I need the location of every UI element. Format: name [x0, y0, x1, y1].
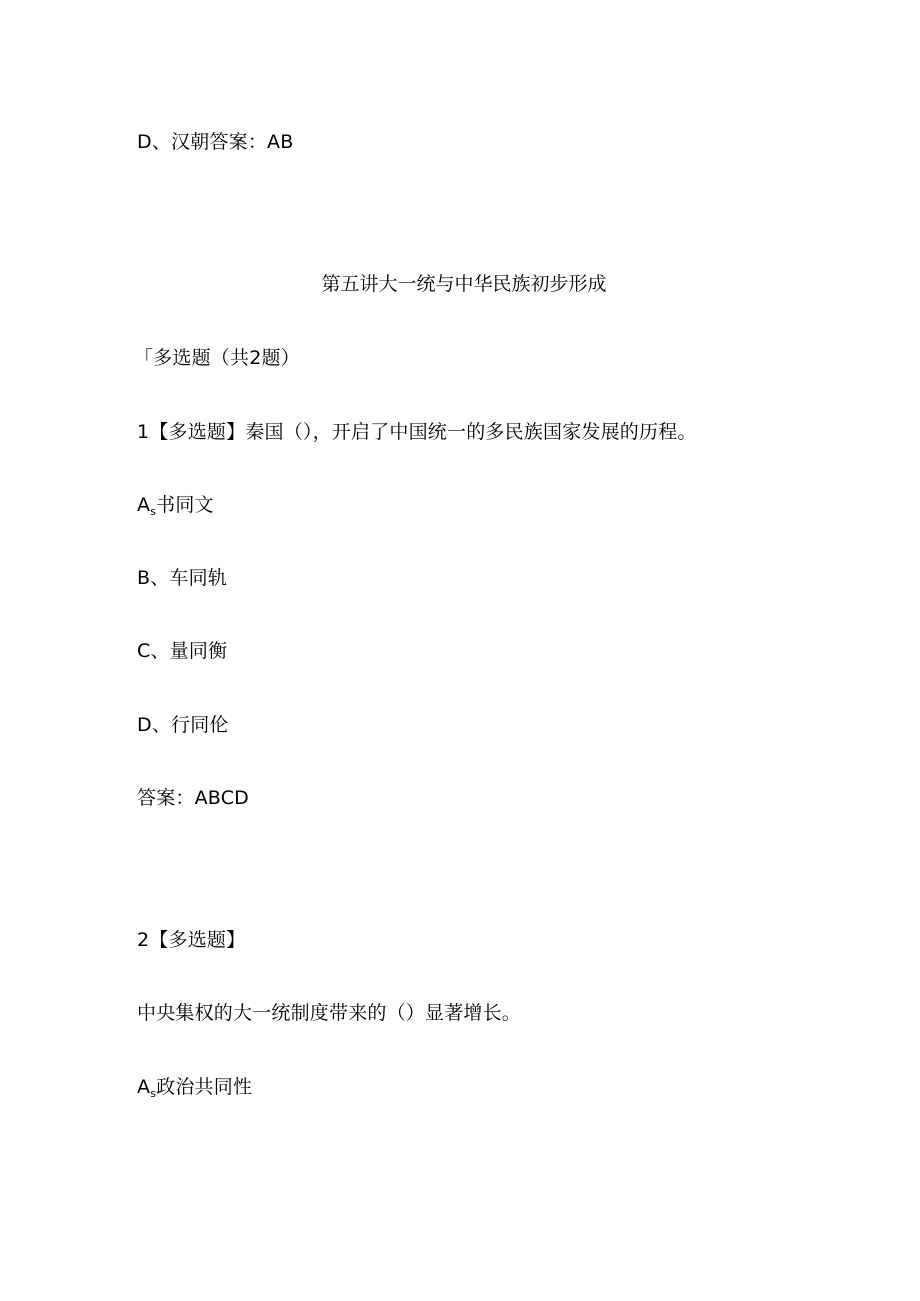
- q2-option-a: [137, 1075, 252, 1106]
- q2-stem: 中央集权的大一统制度带来的（）显著增长。: [137, 1002, 522, 1024]
- q2-option-a-text: 政治共同性: [156, 1076, 253, 1098]
- section-heading: 「多选题（共2题）: [134, 347, 300, 369]
- q1-option-a-text: 书同文: [156, 494, 214, 516]
- q1-option-a-sep: s: [150, 505, 157, 518]
- q1-option-c: C、量同衡: [137, 640, 228, 662]
- q2-number-type: 2【多选题】: [137, 929, 246, 951]
- q1-stem: 1【多选题】秦国（），开启了中国统一的多民族国家发展的历程。: [137, 421, 697, 443]
- q2-option-a-sep: s: [150, 1087, 157, 1100]
- q1-option-b: B、车同轨: [137, 567, 228, 589]
- previous-option-d-answer: D、汉朝答案：AB: [137, 131, 294, 153]
- lecture-title: 第五讲大一统与中华民族初步形成: [321, 273, 607, 295]
- q1-option-a-letter: A: [137, 494, 151, 516]
- q1-answer: 答案：ABCD: [137, 787, 249, 809]
- q1-option-a: [137, 493, 214, 524]
- q1-option-d: D、行同伦: [137, 714, 229, 736]
- q2-option-a-letter: A: [137, 1076, 151, 1098]
